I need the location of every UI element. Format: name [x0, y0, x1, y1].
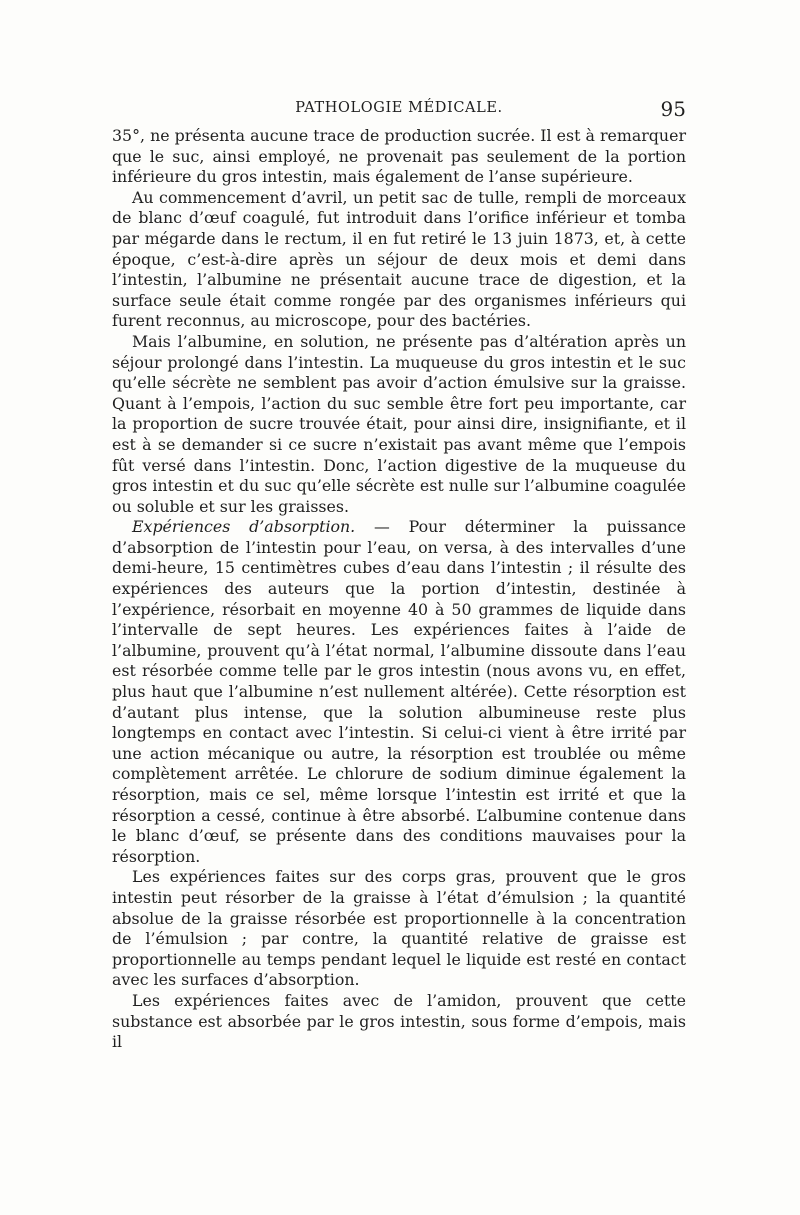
- paragraph-5: Les expériences faites sur des corps gras, prouvent que le gros intestin peut résorber de la graisse à l’état d’émulsion ; la quantité absolue de la graisse résorbée est proportionnelle à la concentration de l’émulsion ; par contre, la quantité relative de graisse est proportionnelle au temps pendant lequel le liquide est resté en contact avec les surfaces d’absorption.: [112, 867, 686, 990]
- section-lead: Expériences d’absorption.: [132, 517, 356, 537]
- paragraph-1: 35°, ne présenta aucune trace de production sucrée. Il est à remarquer que le suc, ainsi employé, ne provenait pas seulement de la portion inférieure du gros intestin, mais également de l’anse supérieure.: [112, 126, 686, 187]
- paragraph-2: Au commencement d’avril, un petit sac de tulle, rempli de morceaux de blanc d’œuf coagulé, fut introduit dans l’orifice inférieur et tomba par mégarde dans le rectum, il en fut retiré le 13 juin 1873, et, à cette époque, c’est-à-dire après un séjour de deux mois et demi dans l’intestin, l’albumine ne présentait aucune trace de digestion, et la surface seule était comme rongée par des organismes inférieurs qui furent reconnus, au microscope, pour des bactéries.: [112, 187, 686, 331]
- paragraph-6: Les expériences faites avec de l’amidon, prouvent que cette substance est absorbée par le gros intestin, sous forme d’empois, mais il: [112, 990, 686, 1052]
- page-number: 95: [660, 97, 686, 121]
- paragraph-3: Mais l’albumine, en solution, ne présente pas d’altération après un séjour prolongé dans l’intestin. La muqueuse du gros intestin et le suc qu’elle sécrète ne semblent pas avoir d’action émulsive sur la graisse. Quant à l’empois, l’action du suc semble être fort peu importante, car la proportion de sucre trouvée était, pour ainsi dire, insignifiante, et il est à se demander si ce sucre n’existait pas avant même que l’empois fût versé dans l’intestin. Donc, l’action digestive de la muqueuse du gros intestin et du suc qu’elle sécrète est nulle sur l’albumine coagulée ou soluble et sur les graisses.: [112, 331, 686, 516]
- paragraph-4: [112, 517, 686, 867]
- body-text: [112, 126, 686, 1053]
- paragraph-4-text: — Pour déterminer la puissance d’absorption de l’intestin pour l’eau, on versa, à des intervalles d’une demi-heure, 15 centimètres cubes d’eau dans l’intestin ; il résulte des expériences des auteurs que la portion d’intestin, destinée à l’expérience, résorbait en moyenne 40 à 50 grammes de liquide dans l’intervalle de sept heures. Les expériences faites à l’aide de l’albumine, prouvent qu’à l’état normal, l’albumine dissoute dans l’eau est résorbée comme telle par le gros intestin (nous avons vu, en effet, plus haut que l’albumine n’est nullement altérée). Cette résorption est d’autant plus intense, que la solution albumineuse reste plus longtemps en contact avec l’intestin. Si celui-ci vient à être irrité par une action mécanique ou autre, la résorption est troublée ou même complètement arrêtée. Le chlorure de sodium diminue également la résorption, mais ce sel, même lorsque l’intestin est irrité et que la résorption a cessé, continue à être absorbé. L’albumine contenue dans le blanc d’œuf, se présente dans des conditions mauvaises pour la résorption.: [112, 517, 686, 866]
- running-title: PATHOLOGIE MÉDICALE.: [295, 100, 503, 116]
- running-head: [112, 97, 686, 122]
